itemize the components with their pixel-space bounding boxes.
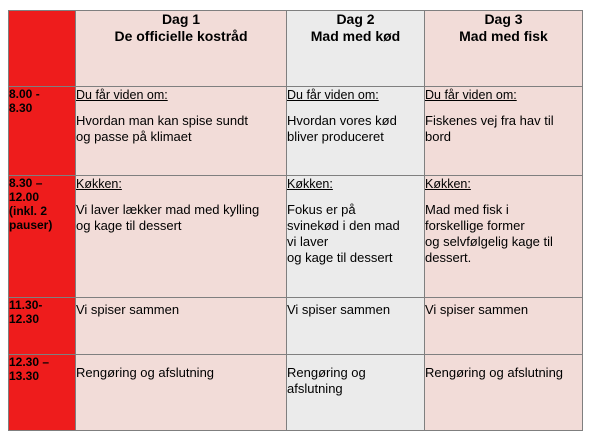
cell-text: Rengøring og afslutning: [425, 365, 564, 380]
cell-text: Vi spiser sammen: [425, 302, 529, 317]
time-line: 12.30 –: [9, 355, 50, 369]
header-day-3: [425, 11, 583, 87]
day-title: Dag 3: [484, 11, 523, 27]
cell-text: Vi spiser sammen: [287, 302, 391, 317]
time-line: 12.30: [9, 312, 40, 326]
time-line: 8.30: [9, 101, 33, 115]
time-line: 8.30 –: [9, 176, 43, 190]
time-cell: [9, 298, 76, 355]
day-subtitle: Mad med kød: [310, 28, 401, 44]
time-line: 13.30: [9, 369, 40, 383]
day-subtitle: Mad med fisk: [459, 28, 548, 44]
cell-label: Køkken:: [76, 177, 122, 191]
table-row: [9, 176, 583, 298]
header-day-2: [287, 11, 425, 87]
activity-cell-day-2: [287, 176, 425, 298]
cell-text: Mad med fisk i forskellige former og selvfølgelig kage til dessert.: [425, 202, 553, 265]
table-row: [9, 298, 583, 355]
activity-cell-day-3: [425, 87, 583, 176]
time-line: (inkl. 2: [9, 204, 48, 218]
activity-cell-day-3: [425, 176, 583, 298]
cell-label: Køkken:: [425, 177, 471, 191]
time-line: pauser): [9, 218, 53, 232]
cell-text: Fokus er på svinekød i den mad vi laver og kage til dessert: [287, 202, 400, 265]
table-row: [9, 87, 583, 176]
day-title: Dag 2: [336, 11, 375, 27]
time-line: 11.30-: [9, 298, 43, 312]
cell-text: Rengøring og afslutning: [76, 365, 215, 380]
activity-cell-day-1: [76, 298, 287, 355]
time-line: 12.00: [9, 190, 40, 204]
header-day-1: [76, 11, 287, 87]
activity-cell-day-2: [287, 298, 425, 355]
cell-label: Du får viden om:: [76, 88, 168, 102]
activity-cell-day-2: [287, 355, 425, 431]
cell-text: Vi spiser sammen: [76, 302, 180, 317]
time-cell: [9, 176, 76, 298]
activity-cell-day-1: [76, 176, 287, 298]
corner-cell: [9, 11, 76, 87]
time-cell: [9, 87, 76, 176]
schedule-table: [8, 10, 583, 431]
activity-cell-day-1: [76, 87, 287, 176]
activity-cell-day-3: [425, 355, 583, 431]
time-cell: [9, 355, 76, 431]
cell-text: Rengøring og afslutning: [287, 365, 366, 396]
day-title: Dag 1: [161, 11, 201, 27]
table-row: [9, 355, 583, 431]
cell-text: Vi laver lækker mad med kylling og kage til dessert: [76, 202, 260, 233]
cell-label: Køkken:: [287, 177, 333, 191]
time-line: 8.00 -: [9, 87, 40, 101]
day-subtitle: De officielle kostråd: [114, 28, 248, 44]
cell-text: Fiskenes vej fra hav til bord: [425, 113, 554, 144]
header-row: [9, 11, 583, 87]
activity-cell-day-1: [76, 355, 287, 431]
cell-label: Du får viden om:: [425, 88, 517, 102]
cell-text: Hvordan man kan spise sundt og passe på klimaet: [76, 113, 248, 144]
activity-cell-day-3: [425, 298, 583, 355]
cell-text: Hvordan vores kød bliver produceret: [287, 113, 397, 144]
cell-label: Du får viden om:: [287, 88, 379, 102]
activity-cell-day-2: [287, 87, 425, 176]
